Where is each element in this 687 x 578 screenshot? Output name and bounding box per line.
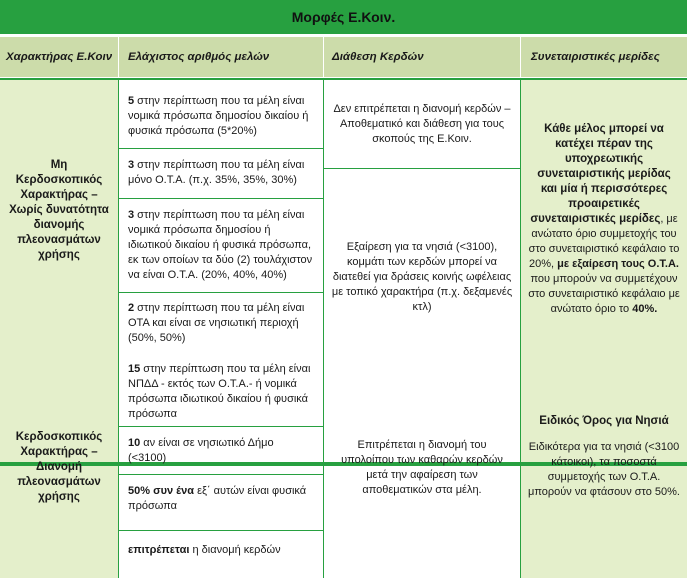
profits-no-distribution: Δεν επιτρέπεται η διανομή κερδών – Αποθεματικό και διάθεση για τους σκοπούς της Ε.Κοιν. bbox=[333, 103, 511, 145]
shares-text: που μπορούν να συμμετέχουν στο συνεταιριστικό κεφάλαιο με ανώτατο όριο το bbox=[528, 273, 680, 315]
members-row bbox=[128, 362, 314, 422]
members-count: 5 bbox=[128, 95, 135, 107]
grid-line bbox=[0, 78, 687, 80]
members-text: εξ΄ αυτών είναι φυσικά πρόσωπα bbox=[128, 485, 307, 512]
members-row bbox=[128, 484, 314, 514]
grid-line bbox=[324, 168, 520, 169]
members-text: η διανομή κερδών bbox=[189, 544, 281, 556]
members-row bbox=[128, 94, 314, 139]
character-nonprofit: Μη Κερδοσκοπικός Χαρακτήρας – Χωρίς δυνατότητα διανομής πλεονασμάτων χρήσης bbox=[9, 159, 109, 261]
members-count: 50% συν ένα bbox=[128, 485, 195, 497]
grid-line bbox=[118, 198, 323, 199]
grid-line bbox=[118, 80, 119, 578]
grid-line bbox=[520, 80, 521, 578]
members-count: 3 bbox=[128, 159, 135, 171]
members-count: 3 bbox=[128, 209, 135, 221]
members-text: στην περίπτωση που τα μέλη είναι ΟΤΑ και είναι σε νησιωτική περιοχή (50%, 50%) bbox=[128, 302, 305, 344]
shares-island-title: Ειδικός Όρος για Νησιά bbox=[539, 415, 669, 427]
members-text: αν είναι σε νησιωτικό Δήμο (<3100) bbox=[128, 437, 274, 464]
shares-island-text: Ειδικότερα για τα νησιά (<3100 κάτοικοι), τα ποσοστά συμμετοχής των Ο.Τ.Α. μπορούν να φτάσουν στο 50%. bbox=[528, 441, 680, 498]
shares-text: , με ανώτατο όριο συμμετοχής του στο συνεταιριστικό κεφάλαιο το 20%, bbox=[528, 213, 680, 270]
shares-bold: 40%. bbox=[632, 303, 658, 315]
members-row bbox=[128, 543, 314, 558]
character-profit: Κερδοσκοπικός Χαρακτήρας – Διανομή πλεονασμάτων χρήσης bbox=[15, 431, 103, 503]
band-left-1 bbox=[0, 80, 118, 462]
header-character: Χαρακτήρας Ε.Κοιν bbox=[0, 37, 118, 77]
members-row bbox=[128, 436, 314, 466]
header-profits: Διάθεση Κερδών bbox=[324, 37, 520, 77]
members-count: 2 bbox=[128, 302, 135, 314]
header-shares: Συνεταιριστικές μερίδες bbox=[521, 37, 687, 77]
members-text: στην περίπτωση που τα μέλη είναι νομικά πρόσωπα δημοσίου ή ιδιωτικού δικαίου ή φυσικά πρόσωπα, εκ των οποίων τα δύο (2) τουλάχιστον να είναι Ο.Τ.Α. (20%, 40%, 40%) bbox=[128, 209, 313, 281]
grid-line bbox=[118, 148, 323, 149]
table-title-text: Μορφές Ε.Κοιν. bbox=[291, 9, 396, 25]
members-text: στην περίπτωση που τα μέλη είναι ΝΠΔΔ - εκτός των Ο.Τ.Α.- ή νομικά πρόσωπα ιδιωτικού δικαίου ή φυσικά πρόσωπα bbox=[128, 363, 311, 420]
members-text: στην περίπτωση που τα μέλη είναι νομικά πρόσωπα δημοσίου δικαίου ή φυσικά πρόσωπα (5*20%) bbox=[128, 95, 309, 137]
members-count: 15 bbox=[128, 363, 141, 375]
header-min-members: Ελάχιστος αριθμός μελών bbox=[119, 37, 323, 77]
members-count: 10 bbox=[128, 437, 141, 449]
table-title bbox=[0, 0, 687, 34]
members-row bbox=[128, 208, 314, 283]
grid-line bbox=[118, 426, 323, 427]
shares-rule bbox=[528, 122, 680, 317]
grid-line bbox=[118, 530, 323, 531]
shares-bold: με εξαίρεση τους Ο.Τ.Α. bbox=[557, 258, 679, 270]
members-count: επιτρέπεται bbox=[128, 544, 190, 556]
grid-line bbox=[323, 80, 324, 578]
grid-line bbox=[118, 474, 323, 475]
members-text: στην περίπτωση που τα μέλη είναι μόνο Ο.Τ.Α. (π.χ. 35%, 35%, 30%) bbox=[128, 159, 305, 186]
shares-bold: Κάθε μέλος μπορεί να κατέχει πέραν της υποχρεωτικής συνεταιριστικής μερίδας και μία ή περισσότερες προαιρετικές συνεταιριστικές μερίδες bbox=[530, 123, 671, 225]
profits-island-exception: Εξαίρεση για τα νησιά (<3100), κομμάτι των κερδών μπορεί να διατεθεί για δράσεις κοινής ωφέλειας με τοπικό χαρακτήρα (π.χ. δεξαμενές κτλ) bbox=[331, 241, 513, 313]
grid-line bbox=[118, 292, 323, 293]
members-row bbox=[128, 158, 314, 188]
profits-distribution-allowed: Επιτρέπεται η διανομή του υπολοίπου των καθαρών κερδών μετά την αφαίρεση των αποθεματικών στα μέλη. bbox=[341, 439, 503, 496]
members-row bbox=[128, 301, 314, 346]
